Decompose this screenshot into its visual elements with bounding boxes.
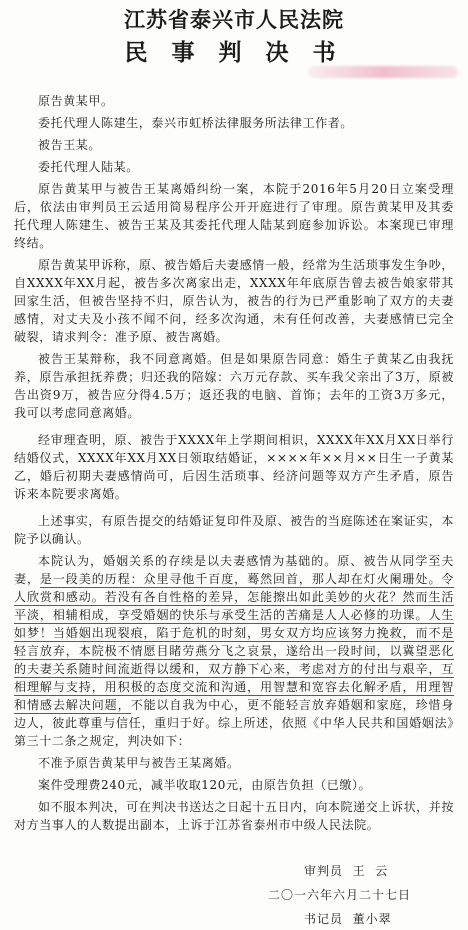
- document-title: 民 事 判 决 书: [124, 39, 344, 66]
- plaintiff-claim-paragraph: 原告黄某甲诉称，原、被告婚后夫妻感情一般，经常为生活琐事发生争吵，自XXXX年XX月起，被告多次离家出走，XXXX年年底原告曾去被告娘家带其回家生活，但被告坚持不归，原告认为，被告的行为已严重影响了双方的夫妻感情，对丈夫及小孩不闻不问，经多次沟通，未有任何改善，夫妻感情已完全破裂，请求判令：准予原、被告离婚。: [14, 258, 454, 344]
- defendant-agent-line: 委托代理人陆某。: [38, 160, 139, 174]
- judge-signature: 审判员 王 云: [304, 864, 389, 878]
- case-intro-paragraph: 原告黄某甲与被告王某离婚纠纷一案，本院于2016年5月20日立案受理后，依法由审判员王云适用简易程序公开开庭进行了审理。原告黄某甲及其委托代理人陈建生、被告王某及其委托代理人陆某到庭参加诉讼。本案现已审理终结。: [14, 182, 454, 250]
- facts-paragraph: 经审理查明，原、被告于XXXX年上学期间相识，XXXX年XX月XX日举行结婚仪式，XXXX年XX月XX日领取结婚证，××××年××月××日生一子黄某乙，婚后初期夫妻感情尚可，后因生活琐事、经济问题等双方产生矛盾，原告诉来本院要求离婚。: [14, 433, 454, 501]
- court-reasoning-paragraph: [14, 552, 454, 750]
- judgment-body: [14, 92, 454, 834]
- plaintiff-agent-line: 委托代理人陈建生，泰兴市虹桥法律服务所法律工作者。: [38, 116, 354, 130]
- redacted-case-number: [308, 66, 458, 78]
- evidence-paragraph: 上述事实，有原告提交的结婚证复印件及原、被告的当庭陈述在案证实，本院予以确认。: [14, 514, 454, 546]
- defendant-line: 被告王某。: [38, 138, 102, 152]
- verdict-line: 不准予原告黄某甲与被告王某离婚。: [38, 756, 240, 770]
- plaintiff-line: 原告黄某甲。: [38, 94, 114, 108]
- appeal-notice-paragraph: 如不服本判决，可在判决书送达之日起十五日内，向本院递交上诉状，并按对方当事人的人数提出副本，上诉于江苏省泰州市中级人民法院。: [14, 800, 454, 832]
- court-name: 江苏省泰兴市人民法院: [124, 7, 344, 32]
- underlined-reasoning-text: 是一段美的历程：众里寻他千百度，蓦然回首，那人却在灯火阑珊处。令人欣赏和感动。若没有各自性格的差异，怎能擦出如此美妙的火花？然而生活平淡，相辅相成，享受婚姻的快乐与承受生活的苦痛是人人必修的功课。人生如梦！当婚姻出现裂痕，陷于危机的时刻，男女双方均应该努力挽救，而不是轻言放弃，本院极不情愿目睹劳燕分飞之哀景，遂给出一段时间，以冀望恶化的夫妻关系随时间流逝得以缓和，双方静下心来，考虑对方的付出与艰辛，互相理解与支持，用积极的态度交流和沟通，用智慧和宽容去化解矛盾，用理智和情感去解决问题，: [14, 572, 454, 712]
- clerk-signature: 书记员 董小翠: [304, 912, 392, 926]
- defendant-defense-paragraph: 被告王某辩称，我不同意离婚。但是如果原告同意：婚生子黄某乙由我抚养，原告承担抚养费；归还我的陪嫁：六万元存款、买车我父亲出了3万，原被告出资9万，被告应分得4.5万；返还我的电脑、首饰；去年的工资3万多元，我可以考虑同意离婚。: [14, 352, 454, 420]
- reasoning-text: 本院认为，婚姻关系的存续是以夫妻感情为基础的。原、被告从同学至夫妻，: [14, 554, 454, 586]
- reasoning-conclusion-text: 不能以自我为中心，更不能轻言放弃婚姻和家庭，珍惜身边人，彼此尊重与信任，重归于好。综上所述，依照《中华人民共和国婚姻法》第三十二条之规定，判决如下：: [14, 698, 454, 748]
- judgment-date: 二〇一六年六月二十七日: [268, 888, 412, 902]
- fee-line: 案件受理费240元，减半收取120元，由原告负担（已缴）。: [38, 778, 372, 792]
